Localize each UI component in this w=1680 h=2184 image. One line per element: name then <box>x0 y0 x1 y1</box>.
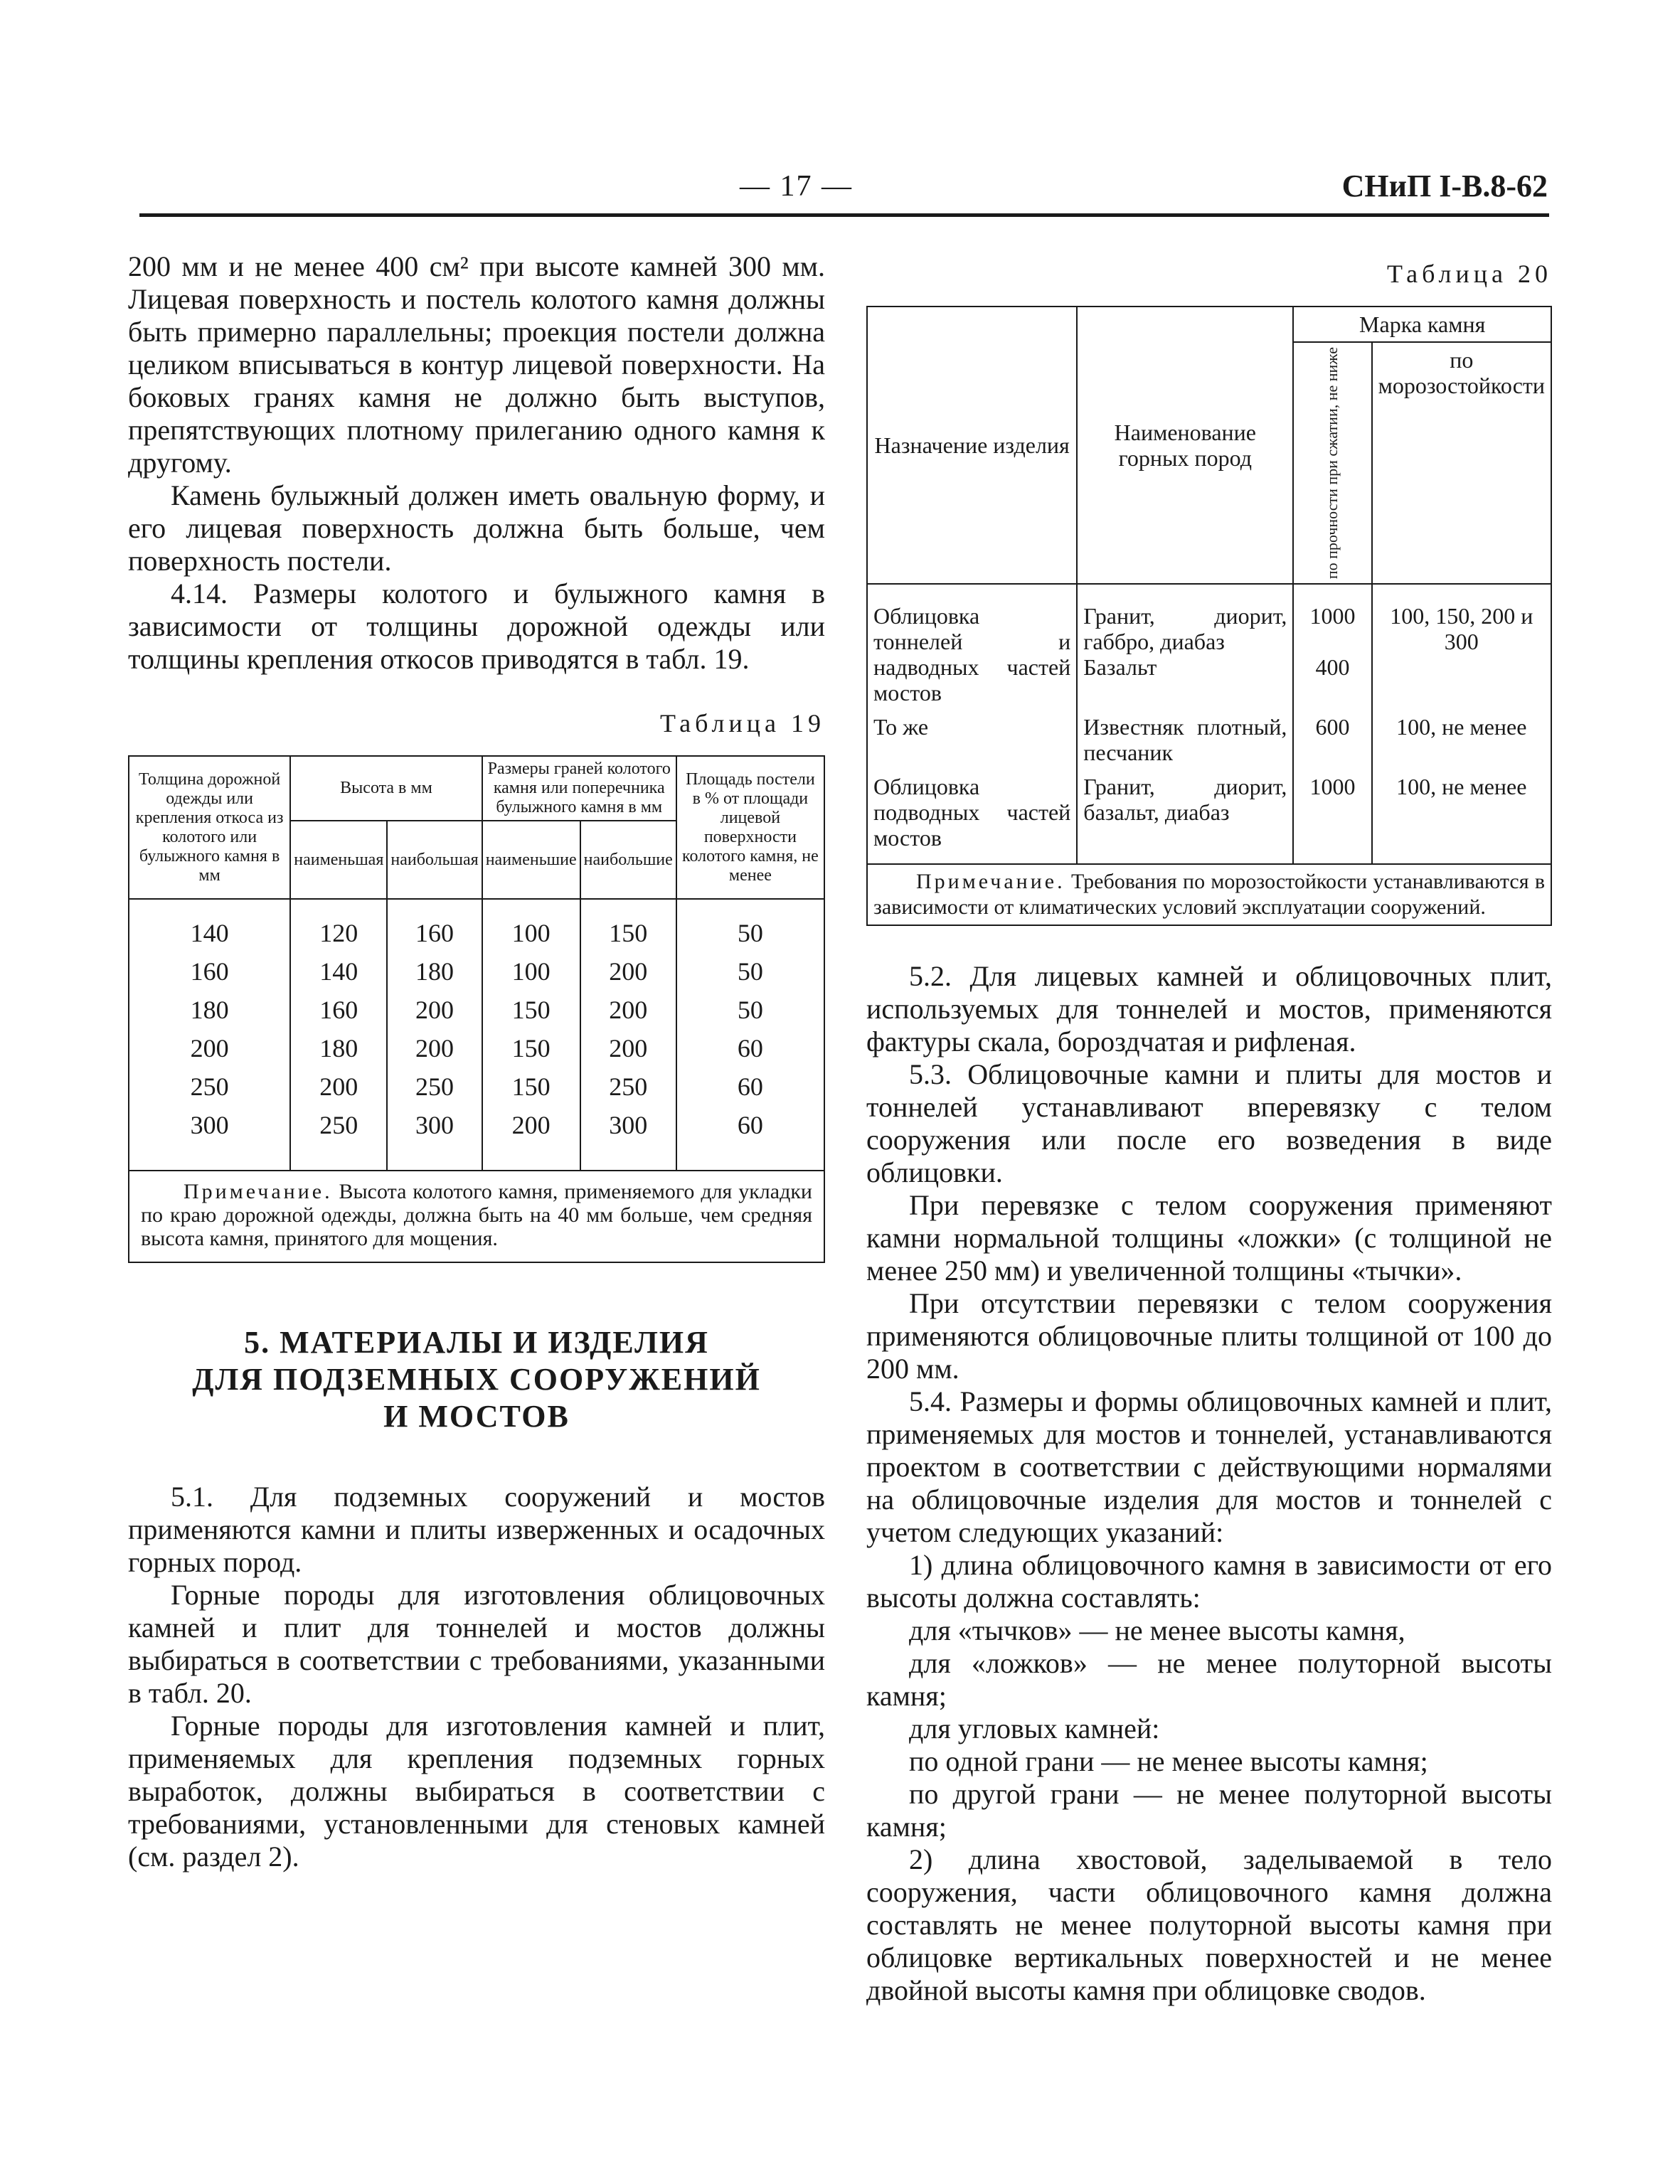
table-cell: 150 <box>580 899 676 952</box>
table-cell: 100 <box>482 952 580 991</box>
rock-group-a: Гранит, диорит, габбро, диабаз <box>1083 603 1287 655</box>
table-cell: 100 <box>482 899 580 952</box>
table-cell: 150 <box>482 1029 580 1067</box>
table-cell: 50 <box>676 991 824 1029</box>
strength-header-text: по прочности при сжатии, не ниже <box>1323 347 1341 580</box>
table-header: наименьшая <box>290 821 387 899</box>
table-header: Высота в мм <box>290 756 482 821</box>
table-row <box>129 1029 824 1067</box>
table-cell: 200 <box>290 1067 387 1106</box>
paragraph: 5.3. Облицовочные камни и плиты для мостов и тоннелей устанавливают вперевязку с телом сооружения или после его возведения в виде облицовки. <box>866 1058 1552 1189</box>
table-header: Наименование горных пород <box>1077 307 1293 584</box>
table-20 <box>866 306 1552 926</box>
table-cell: 140 <box>290 952 387 991</box>
table-cell: 140 <box>129 899 290 952</box>
table-cell: 200 <box>129 1029 290 1067</box>
table-cell: 200 <box>580 1029 676 1067</box>
paragraph: Камень булыжный должен иметь овальную форму, и его лицевая поверхность должна быть больше, чем поверхность постели. <box>128 479 825 577</box>
table-cell: 100, 150, 200 и 300 <box>1372 584 1551 710</box>
table-row <box>129 1067 824 1106</box>
table-header <box>1293 342 1371 584</box>
table-cell: 300 <box>129 1106 290 1171</box>
table-cell: 250 <box>129 1067 290 1106</box>
table-cell: 250 <box>290 1106 387 1171</box>
rock-group-b: Базальт <box>1083 654 1157 681</box>
table-cell: 50 <box>676 899 824 952</box>
table-cell: 300 <box>580 1106 676 1171</box>
left-column <box>128 250 825 1873</box>
paragraph: 1) длина облицовочного камня в зависимости от его высоты должна составлять: <box>866 1549 1552 1614</box>
table-cell: Известняк плотный, песчаник <box>1077 710 1293 769</box>
table-header: Площадь постели в % от площади лицевой поверхности колотого камня, не менее <box>676 756 824 899</box>
table-cell: 120 <box>290 899 387 952</box>
table-cell: 1000 <box>1293 769 1371 864</box>
paragraph: по другой грани — не менее полуторной высоты камня; <box>866 1778 1552 1843</box>
document-code: СНиП I-В.8-62 <box>1341 169 1548 203</box>
table-row <box>129 1106 824 1171</box>
table-20-caption: Таблица 20 <box>1387 260 1552 288</box>
paragraph: Горные породы для изготовления камней и плит, применяемых для крепления подземных горных выработок, должны выбираться в соответствии с требованиями, установленными для стеновых камней (см. раздел 2). <box>128 1710 825 1873</box>
table-row <box>129 952 824 991</box>
table-cell: 200 <box>387 1029 482 1067</box>
note-text: Требования по морозостойкости устанавливаются в зависимости от климатических условий эксплуатации сооружений. <box>873 870 1546 920</box>
paragraph: 4.14. Размеры колотого и булыжного камня в зависимости от толщины дорожной одежды или толщины крепления откосов приводятся в табл. 19. <box>128 577 825 675</box>
paragraph: для угловых камней: <box>909 1712 1160 1745</box>
note-label: Примечание. <box>916 870 1065 894</box>
table-cell: 300 <box>387 1106 482 1171</box>
table-20-note <box>867 864 1551 925</box>
table-cell <box>1077 584 1293 710</box>
paragraph: При отсутствии перевязки с телом сооружения применяются облицовочные плиты толщиной от 100 до 200 мм. <box>866 1287 1552 1385</box>
table-row <box>129 991 824 1029</box>
table-cell: 250 <box>580 1067 676 1106</box>
note-label: Примечание. <box>184 1180 333 1203</box>
table-cell: 100, не менее <box>1372 769 1551 864</box>
table-row <box>867 584 1551 710</box>
table-19-note <box>129 1171 824 1262</box>
table-19 <box>128 755 825 1263</box>
table-cell: 200 <box>387 991 482 1029</box>
table-cell <box>1293 584 1371 710</box>
paragraph: 5.2. Для лицевых камней и облицовочных плит, используемых для тоннелей и мостов, применяются фактуры скала, бороздчатая и рифленая. <box>866 960 1552 1058</box>
table-header: по морозостойкости <box>1372 342 1551 584</box>
table-cell: 200 <box>482 1106 580 1171</box>
table-cell: Облицовка тоннелей и надводных частей мостов <box>867 584 1077 710</box>
table-cell: 180 <box>129 991 290 1029</box>
table-cell: 60 <box>676 1029 824 1067</box>
section-title: 5. МАТЕРИАЛЫ И ИЗДЕЛИЯ <box>244 1325 709 1360</box>
paragraph: для «тычков» — не менее высоты камня, <box>909 1614 1405 1647</box>
paragraph: Горные породы для изготовления облицовочных камней и плит для тоннелей и мостов должны выбираться в соответствии с требованиями, указанными в табл. 20. <box>128 1579 825 1709</box>
table-row <box>867 769 1551 864</box>
table-header: Марка камня <box>1293 307 1551 342</box>
table-row <box>867 710 1551 769</box>
paragraph: 200 мм и не менее 400 см² при высоте камней 300 мм. Лицевая поверхность и постель колотого камня должны быть примерно параллельны; проекция постели должна целиком вписываться в контур лицевой поверхности. На боковых гранях камня не должно быть выступов, препятствующих плотному прилеганию одного камня к другому. <box>128 250 825 479</box>
table-header: наибольшая <box>387 821 482 899</box>
note-text: Высота колотого камня, применяемого для укладки по краю дорожной одежды, должна быть на 40 мм больше, чем средняя высота камня, принятого для мощения. <box>141 1180 812 1250</box>
table-header: Толщина дорожной одежды или крепления откоса из колотого или булыжного камня в мм <box>129 756 290 899</box>
table-19-caption: Таблица 19 <box>660 709 825 737</box>
strength-value: 1000 <box>1309 603 1356 629</box>
table-cell: 50 <box>676 952 824 991</box>
table-cell: 150 <box>482 991 580 1029</box>
table-cell: 600 <box>1293 710 1371 769</box>
paragraph: по одной грани — не менее высоты камня; <box>909 1745 1428 1778</box>
paragraph: для «ложков» — не менее полуторной высоты камня; <box>866 1647 1552 1712</box>
header-rule <box>139 213 1549 217</box>
table-cell: 180 <box>387 952 482 991</box>
paragraph: При перевязке с телом сооружения применяют камни нормальной толщины «ложки» (с толщиной не менее 250 мм) и увеличенной толщины «тычки». <box>866 1189 1552 1287</box>
table-header: Размеры граней колотого камня или поперечника булыжного камня в мм <box>482 756 676 821</box>
strength-value: 400 <box>1315 654 1350 681</box>
table-cell: Облицовка подводных частей мостов <box>867 769 1077 864</box>
table-cell: 200 <box>580 952 676 991</box>
paragraph: 5.4. Размеры и формы облицовочных камней и плит, применяемых для мостов и тоннелей, устанавливаются проектом в соответствии с действующими нормалями на облицовочные изделия для мостов и тоннелей с учетом следующих указаний: <box>866 1385 1552 1549</box>
table-cell: 160 <box>129 952 290 991</box>
table-cell: 160 <box>290 991 387 1029</box>
table-header: наибольшие <box>580 821 676 899</box>
table-cell: 250 <box>387 1067 482 1106</box>
table-header: наименьшие <box>482 821 580 899</box>
table-cell: 60 <box>676 1067 824 1106</box>
paragraph: 2) длина хвостовой, заделываемой в тело сооружения, части облицовочного камня должна составлять не менее полуторной высоты камня при облицовке вертикальных поверхностей и не менее двойной высоты камня при облицовке сводов. <box>866 1843 1552 2007</box>
right-column <box>866 250 1552 2007</box>
table-cell: 150 <box>482 1067 580 1106</box>
table-cell: 60 <box>676 1106 824 1171</box>
table-cell: 160 <box>387 899 482 952</box>
table-cell: Гранит, диорит, базальт, диабаз <box>1077 769 1293 864</box>
paragraph: 5.1. Для подземных сооружений и мостов применяются камни и плиты изверженных и осадочных горных пород. <box>128 1481 825 1578</box>
table-cell: То же <box>867 710 1077 769</box>
section-title: И МОСТОВ <box>383 1399 570 1434</box>
table-row <box>129 899 824 952</box>
table-cell: 200 <box>580 991 676 1029</box>
table-cell: 180 <box>290 1029 387 1067</box>
page-number: — 17 — <box>740 170 853 203</box>
table-header: Назначение изделия <box>867 307 1077 584</box>
section-title: ДЛЯ ПОДЗЕМНЫХ СООРУЖЕНИЙ <box>192 1362 761 1397</box>
table-cell: 100, не менее <box>1372 710 1551 769</box>
